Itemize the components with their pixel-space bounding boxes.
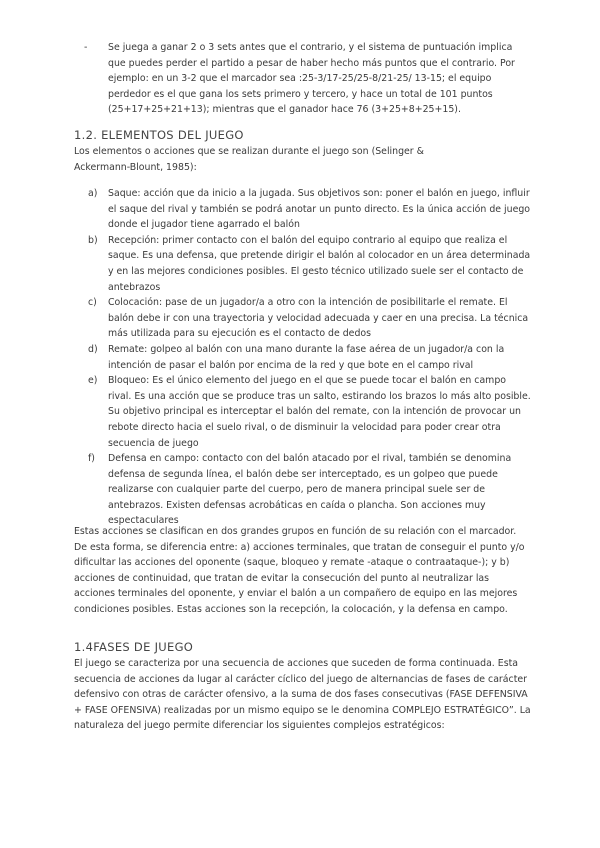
list-item-text: Remate: golpeo al balón con una mano durante la fase aérea de un jugador/a con la intención de pasar el balón por encima de la red y que bote en el campo rival [108,343,505,371]
list-item-text: Defensa en campo: contacto con del balón atacado por el rival, también se denomina defensa de segunda línea, el balón debe ser interceptado, es un golpeo que puede realizarse con cualquier parte del cuerpo, pero de manera principal suele ser de antebrazos. Existen defensas acrobáticas en caída o plancha. Son acciones muy espectaculares [108,453,512,527]
list-item [88,233,532,295]
list-item [88,373,532,451]
list-item [88,295,532,342]
list-item [88,451,532,529]
bullet-dash: - [84,42,88,53]
section-heading-elementos: 1.2. ELEMENTOS DEL JUEGO [74,128,244,142]
list-item-letter: b) [88,234,98,246]
list-item [88,186,532,233]
intro-bullet-item [84,40,528,118]
list-item-text: Colocación: pase de un jugador/a a otro con la intención de posibilitarle el remate. El balón debe ir con una trayectoria y velocidad adecuada y caer en una precisa. La técnica más utilizada para su ejecución es el contacto de dedos [108,297,529,340]
elements-list [88,186,532,529]
list-item-letter: d) [88,343,98,355]
list-item [88,342,532,373]
list-item-letter: c) [88,297,97,309]
list-item-text: Saque: acción que da inicio a la jugada. Sus objetivos son: poner el balón en juego, influir el saque del rival y también se podrá anotar un punto directo. Es la única acción de juego donde el jugador tiene agarrado el balón [108,188,531,231]
list-item-letter: f) [88,453,95,465]
fases-paragraph: El juego se caracteriza por una secuencia de acciones que suceden de forma continuada. Esta secuencia de acciones da lugar al carácter cíclico del juego de alternancias de fases de carácter defensivo con otras de carácter ofensivo, a la suma de dos fases consecutivas (FASE DEFENSIVA + FASE OFENSIVA) realizadas por un mismo equipo se le denomina COMPLEJO ESTRATÉGICO”. La naturaleza del juego permite diferenciar los siguientes complejos estratégicos: [74,658,531,732]
classification-paragraph: Estas acciones se clasifican en dos grandes grupos en función de su relación con el marcador. De esta forma, se diferencia entre: a) acciones terminales, que tratan de conseguir el punto y/o dificultar las acciones del oponente (saque, bloqueo y remate -ataque o contraataque-); y b) acciones de continuidad, que tratan de evitar la consecución del punto al neutralizar las acciones terminales del oponente, y enviar el balón a un compañero de equipo en las mejores condiciones posibles. Estas acciones son la recepción, la colocación, y la defensa en campo. [74,526,525,615]
intro-bullet-text: Se juega a ganar 2 o 3 sets antes que el contrario, y el sistema de puntuación implica que puedes perder el partido a pesar de haber hecho más puntos que el contrario. Por ejemplo: en un 3-2 que el marcador sea :25-3/17-25/25-8/21-25/ 13-15; el equipo perdedor es el que gana los sets primero y tercero, y hace un total de 101 puntos (25+17+25+21+13); mientras que el ganador hace 76 (3+25+8+25+15). [108,42,515,116]
list-item-text: Bloqueo: Es el único elemento del juego en el que se puede tocar el balón en campo rival. Es una acción que se produce tras un salto, estirando los brazos lo más alto posible. Su objetivo principal es interceptar el balón del remate, con la intención de provocar un rebote directo hacia el suelo rival, o de disminuir la velocidad para poder crear otra secuencia de juego [108,375,531,449]
list-item-letter: e) [88,375,98,387]
section-heading-fases: 1.4FASES DE JUEGO [74,640,194,654]
list-item-letter: a) [88,188,98,199]
elementos-intro-paragraph: Los elementos o acciones que se realizan durante el juego son (Selinger & Ackermann-Blount, 1985): [74,146,424,173]
list-item-text: Recepción: primer contacto con el balón del equipo contrario al equipo que realiza el saque. Es una defensa, que pretende dirigir el balón al colocador en un área determinada y en las mejores condiciones posibles. El gesto técnico utilizado suele ser el contacto de antebrazos [108,234,531,293]
